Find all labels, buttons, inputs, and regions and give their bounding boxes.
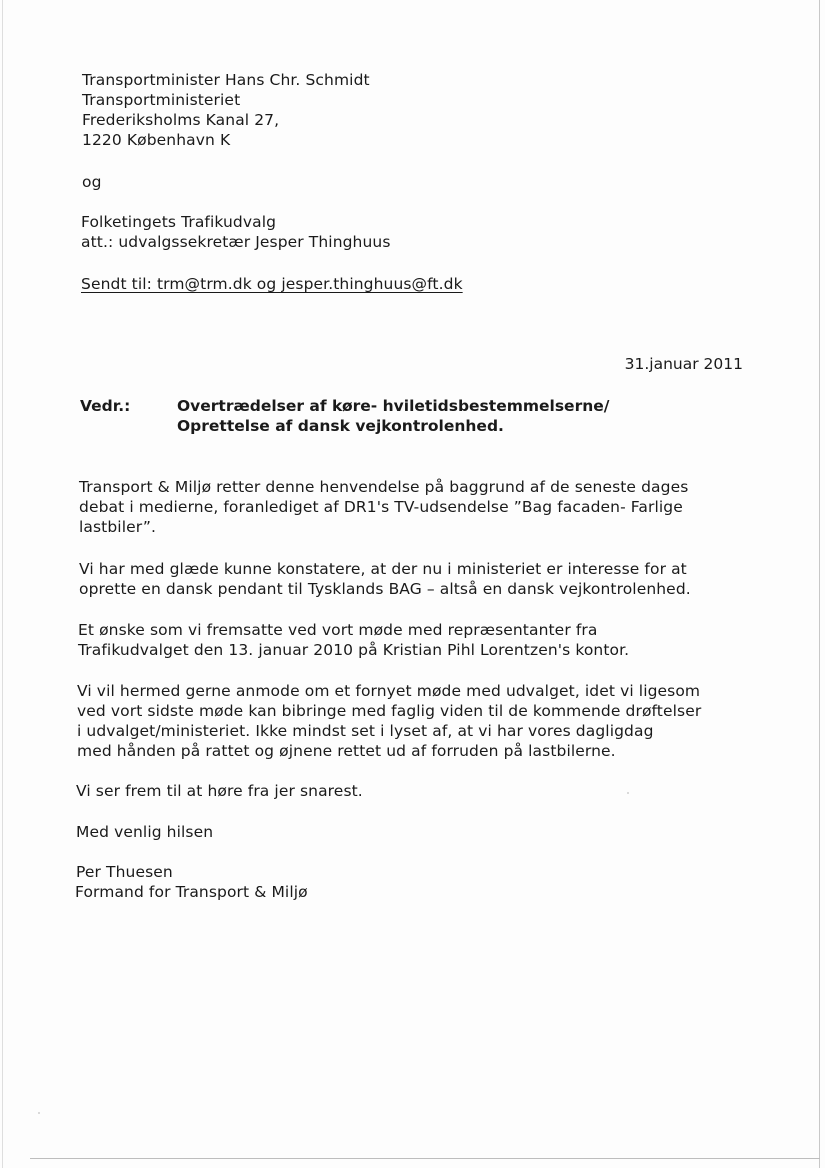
letter-date: 31.januar 2011 (624, 355, 743, 373)
committee-name: Folketingets Trafikudvalg (81, 213, 277, 231)
subject-text (177, 396, 609, 436)
body-p2-line: Vi har med glæde kunne konstatere, at der nu i ministeriet er interesse for at (79, 560, 687, 578)
scan-speck (627, 792, 629, 794)
scan-edge-bottom (30, 1158, 820, 1159)
body-p4-line: ved vort sidste møde kan bibringe med faglig viden til de kommende drøftelser (77, 702, 702, 720)
recipient-street: Frederiksholms Kanal 27, (82, 111, 280, 129)
body-p5-line: Vi ser frem til at høre fra jer snarest. (76, 782, 363, 800)
body-p4-line: med hånden på rattet og øjnene rettet ud af forruden på lastbilerne. (77, 742, 616, 760)
sent-to-line: Sendt til: trm@trm.dk og jesper.thinghuus@ft.dk (81, 275, 463, 293)
body-p4-line: Vi vil hermed gerne anmode om et fornyet møde med udvalget, idet vi ligesom (77, 682, 701, 700)
body-p4-line: i udvalget/ministeriet. Ikke mindst set i lyset af, at vi har vores dagligdag (77, 722, 654, 740)
body-p1-line: Transport & Miljø retter denne henvendelse på baggrund af de seneste dages (79, 478, 689, 496)
recipient-ministry: Transportministeriet (82, 91, 241, 109)
body-p3-line: Et ønske som vi fremsatte ved vort møde med repræsentanter fra (78, 621, 598, 639)
subject-line: Oprettelse af dansk vejkontrolenhed. (177, 417, 504, 435)
body-p3-line: Trafikudvalget den 13. januar 2010 på Kristian Pihl Lorentzen's kontor. (78, 641, 630, 659)
committee-attention: att.: udvalgssekretær Jesper Thinghuus (81, 233, 391, 251)
scan-edge-left (2, 0, 3, 1168)
body-p1-line: lastbiler”. (79, 518, 157, 536)
recipient-city: 1220 København K (82, 131, 231, 149)
signer-title: Formand for Transport & Miljø (75, 883, 308, 901)
body-p1-line: debat i medierne, foranlediget af DR1's TV-udsendelse ”Bag facaden- Farlige (79, 498, 683, 516)
body-p2-line: oprette en dansk pendant til Tysklands BAG – altså en dansk vejkontrolenhed. (79, 580, 691, 598)
subject-label: Vedr.: (80, 397, 131, 415)
scan-edge-right (819, 0, 820, 1168)
signer-name: Per Thuesen (76, 863, 173, 881)
scan-speck (38, 1112, 40, 1114)
closing-greeting: Med venlig hilsen (76, 823, 214, 841)
subject-line: Overtrædelser af køre- hviletidsbestemmelserne/ (177, 397, 610, 415)
recipient-conjunction: og (82, 173, 102, 191)
recipient-name: Transportminister Hans Chr. Schmidt (82, 71, 370, 89)
